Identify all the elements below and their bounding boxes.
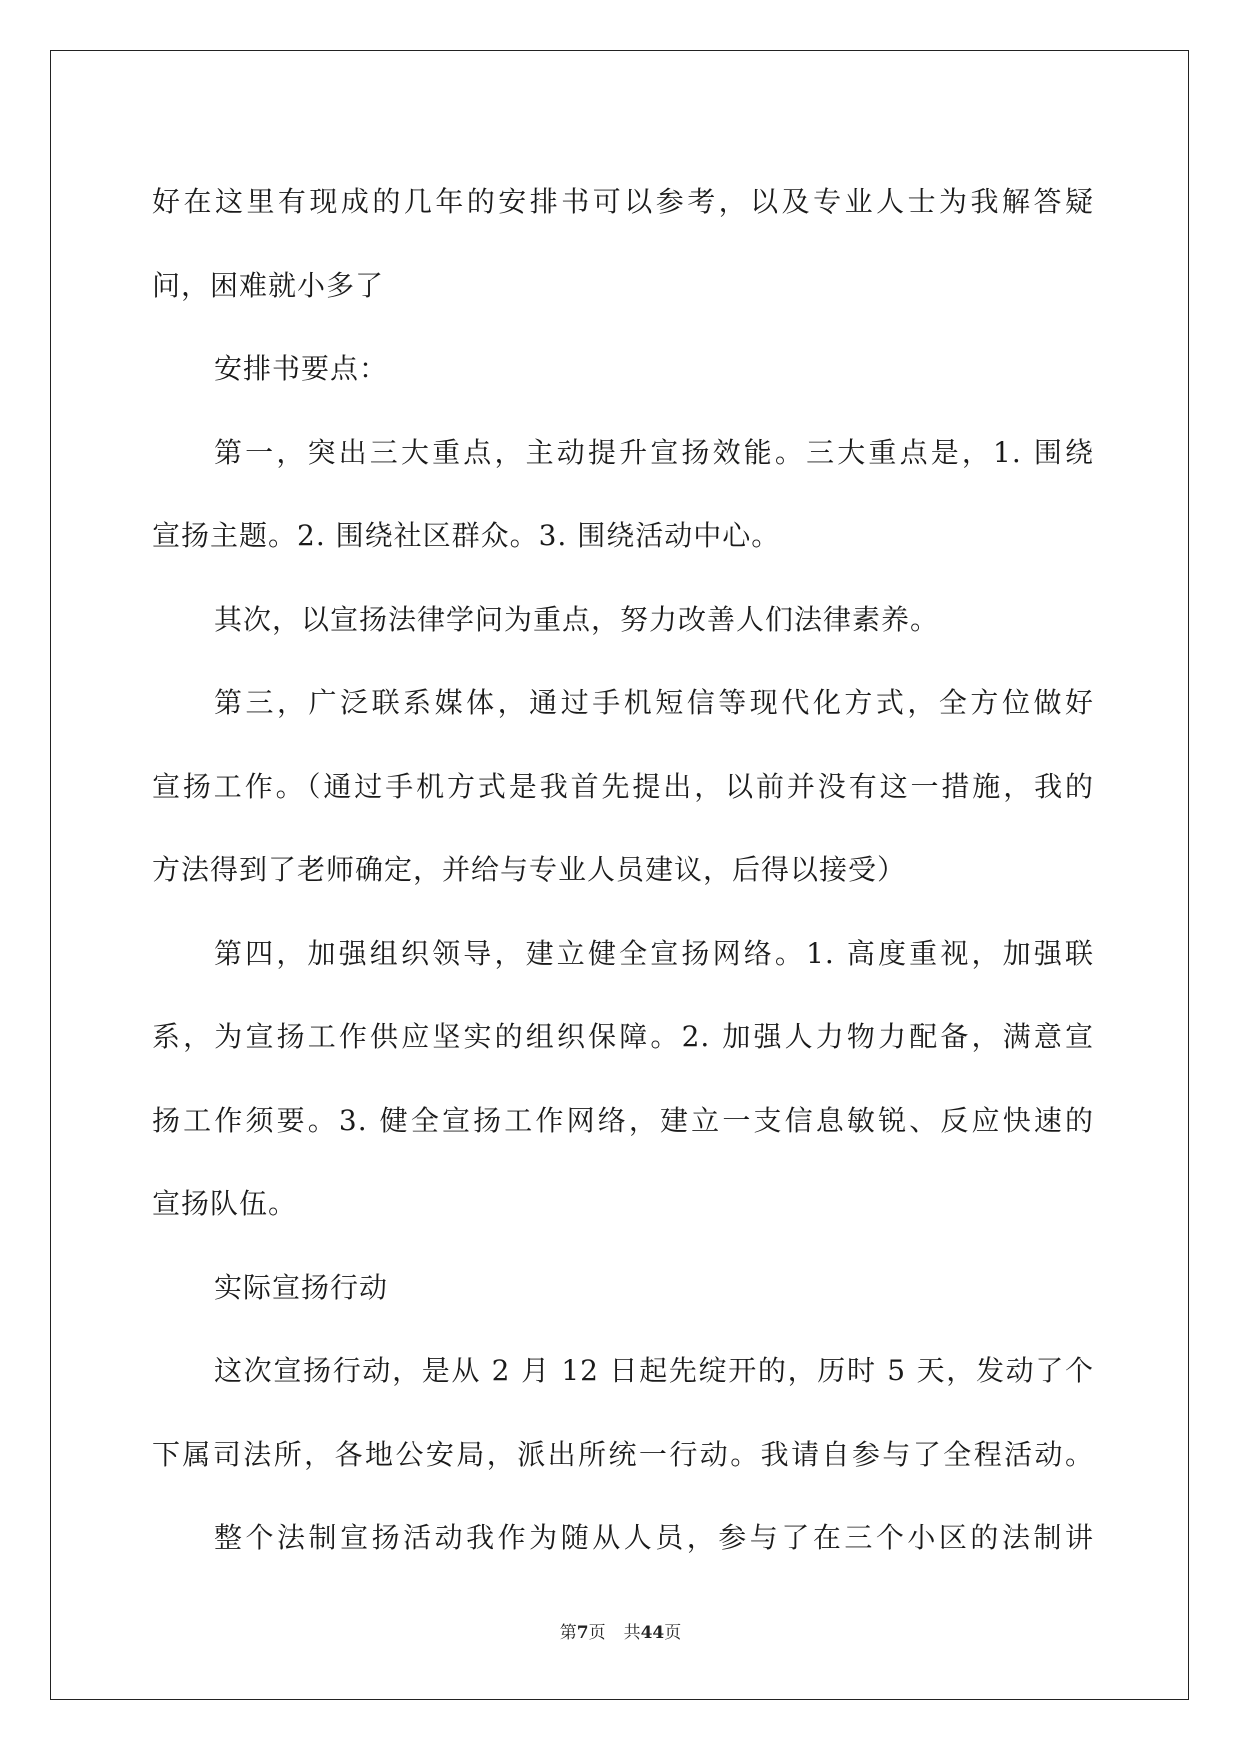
text-line: 宣扬主题。2. 围绕社区群众。3. 围绕活动中心。	[152, 519, 781, 552]
text-line: 下属司法所，各地公安局，派出所统一行动。我请自参与了全程活动。	[152, 1437, 1094, 1471]
text-line: 宣扬队伍。	[152, 1187, 298, 1220]
footer-page-prefix: 第	[559, 1623, 577, 1643]
text-line: 整个法制宣扬活动我作为随从人员，参与了在三个小区的法制讲	[214, 1521, 1094, 1554]
text-line: 方法得到了老师确定，并给与专业人员建议，后得以接受）	[152, 853, 907, 886]
text-line: 扬工作须要。3. 健全宣扬工作网络，建立一支信息敏锐、反应快速的	[152, 1103, 1094, 1137]
section-heading: 安排书要点：	[214, 352, 389, 385]
text-line: 第三，广泛联系媒体，通过手机短信等现代化方式，全方位做好	[214, 686, 1094, 719]
text-line: 系，为宣扬工作供应坚实的组织保障。2. 加强人力物力配备，满意宣	[152, 1020, 1094, 1053]
text-line: 问，困难就小多了	[152, 268, 385, 302]
page-footer	[0, 1618, 1241, 1643]
page-number: 7	[576, 1623, 589, 1643]
text-line: 好在这里有现成的几年的安排书可以参考，以及专业人士为我解答疑	[152, 185, 1094, 218]
section-heading: 实际宣扬行动	[214, 1270, 389, 1304]
total-pages: 44	[640, 1623, 665, 1643]
footer-total-prefix: 共	[623, 1623, 641, 1643]
text-line: 第一，突出三大重点，主动提升宣扬效能。三大重点是，1. 围绕	[214, 435, 1094, 469]
text-line: 其次，以宣扬法律学问为重点，努力改善人们法律素养。	[214, 602, 940, 636]
document-body	[152, 160, 1094, 1580]
footer-total-suffix: 页	[664, 1623, 682, 1643]
text-line: 这次宣扬行动，是从 2 月 12 日起先绽开的，历时 5 天，发动了个	[214, 1354, 1094, 1387]
footer-page-suffix: 页	[588, 1623, 606, 1643]
text-line: 第四，加强组织领导，建立健全宣扬网络。1. 高度重视，加强联	[214, 936, 1094, 970]
text-line: 宣扬工作。（通过手机方式是我首先提出，以前并没有这一措施，我的	[152, 769, 1094, 803]
